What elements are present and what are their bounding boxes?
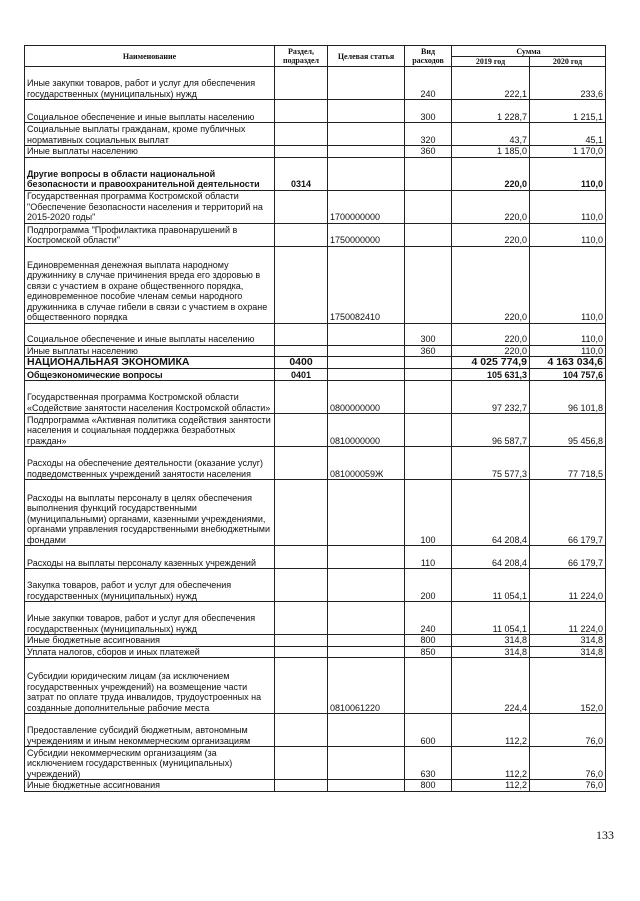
row-name: Государственная программа Костромской области «Содействие занятости населения Костромской области» [25,381,275,414]
table-row [25,123,606,146]
table-row [25,100,606,123]
row-target [328,369,405,381]
row-section: 0401 [275,369,328,381]
row-target: 1750082410 [328,246,405,323]
row-target [328,546,405,569]
row-value-2019: 314,8 [452,646,530,658]
table-header [25,46,606,67]
row-value-2020: 76,0 [530,747,606,780]
row-section [275,747,328,780]
row-target: 0810000000 [328,414,405,447]
row-target [328,357,405,369]
table-row [25,714,606,747]
row-value-2020: 104 757,6 [530,369,606,381]
row-target [328,646,405,658]
row-target: 081000059Ж [328,447,405,480]
row-expense: 100 [405,480,452,546]
row-name: Государственная программа Костромской области "Обеспечение безопасности населения и территорий на 2015-2020 годы" [25,190,275,223]
row-name: НАЦИОНАЛЬНАЯ ЭКОНОМИКА [25,357,275,369]
header-expense: Вид расходов [405,46,452,67]
row-value-2020: 1 170,0 [530,146,606,158]
header-name: Наименование [25,46,275,67]
row-name: Расходы на выплаты персоналу казенных учреждений [25,546,275,569]
table-row [25,323,606,345]
table-row [25,480,606,546]
table-row [25,67,606,100]
row-value-2019: 224,4 [452,658,530,714]
row-target [328,780,405,792]
row-value-2019: 96 587,7 [452,414,530,447]
header-target: Целевая статья [328,46,405,67]
row-expense: 240 [405,67,452,100]
row-expense: 800 [405,635,452,647]
row-section [275,646,328,658]
row-section [275,546,328,569]
row-value-2020: 110,0 [530,246,606,323]
row-expense: 240 [405,602,452,635]
row-section: 0400 [275,357,328,369]
row-section [275,190,328,223]
header-2019: 2019 год [452,57,530,67]
row-value-2019: 220,0 [452,323,530,345]
row-value-2019: 1 185,0 [452,146,530,158]
table-row [25,223,606,246]
row-expense [405,381,452,414]
row-expense [405,246,452,323]
row-target: 1700000000 [328,190,405,223]
row-value-2020: 110,0 [530,323,606,345]
table-row [25,369,606,381]
row-value-2020: 110,0 [530,345,606,357]
row-name: Подпрограмма "Профилактика правонарушений в Костромской области" [25,223,275,246]
row-expense: 360 [405,345,452,357]
row-value-2020: 314,8 [530,646,606,658]
row-value-2020: 77 718,5 [530,447,606,480]
row-target [328,123,405,146]
row-value-2020: 45,1 [530,123,606,146]
row-section [275,146,328,158]
row-expense: 110 [405,546,452,569]
row-section [275,345,328,357]
row-target [328,100,405,123]
row-name: Подпрограмма «Активная политика содействия занятости населения и социальная поддержка безработных граждан» [25,414,275,447]
row-target [328,569,405,602]
row-expense: 300 [405,100,452,123]
row-expense: 600 [405,714,452,747]
row-value-2019: 11 054,1 [452,602,530,635]
row-value-2019: 11 054,1 [452,569,530,602]
row-section [275,381,328,414]
row-name: Иные бюджетные ассигнования [25,635,275,647]
row-expense: 300 [405,323,452,345]
row-name: Иные выплаты населению [25,345,275,357]
row-section [275,323,328,345]
row-value-2019: 1 228,7 [452,100,530,123]
row-expense: 360 [405,146,452,158]
table-row [25,345,606,357]
row-value-2020: 233,6 [530,67,606,100]
row-expense [405,157,452,190]
row-section [275,246,328,323]
row-section [275,123,328,146]
table-row [25,780,606,792]
row-expense: 850 [405,646,452,658]
row-name: Субсидии юридическим лицам (за исключением государственных учреждений) на возмещение части затрат по оплате труда инвалидов, трудоустроенных на созданные дополнительные рабочие места [25,658,275,714]
page-number: 133 [596,828,614,842]
row-name: Социальное обеспечение и иные выплаты населению [25,100,275,123]
row-value-2020: 1 215,1 [530,100,606,123]
row-expense [405,223,452,246]
table-row [25,146,606,158]
row-target [328,635,405,647]
table-row [25,414,606,447]
row-value-2019: 97 232,7 [452,381,530,414]
table-row [25,658,606,714]
row-name: Другие вопросы в области национальной безопасности и правоохранительной деятельности [25,157,275,190]
row-name: Расходы на обеспечение деятельности (оказание услуг) подведомственных учреждений занятости населения [25,447,275,480]
row-value-2020: 95 456,8 [530,414,606,447]
row-section [275,100,328,123]
row-value-2019: 112,2 [452,780,530,792]
table-row [25,246,606,323]
row-expense [405,658,452,714]
row-value-2020: 96 101,8 [530,381,606,414]
row-value-2020: 76,0 [530,714,606,747]
row-section: 0314 [275,157,328,190]
table-row [25,190,606,223]
row-value-2019: 112,2 [452,747,530,780]
row-value-2020: 66 179,7 [530,480,606,546]
header-section: Раздел, подраздел [275,46,328,67]
row-value-2020: 11 224,0 [530,602,606,635]
table-row [25,157,606,190]
table-row [25,357,606,369]
table-row [25,546,606,569]
table-body [25,67,606,792]
table-row [25,635,606,647]
row-expense [405,447,452,480]
row-value-2020: 110,0 [530,223,606,246]
row-target [328,714,405,747]
row-section [275,67,328,100]
row-name: Социальные выплаты гражданам, кроме публичных нормативных социальных выплат [25,123,275,146]
row-expense: 200 [405,569,452,602]
table-row [25,381,606,414]
budget-table [24,45,606,792]
row-target: 1750000000 [328,223,405,246]
row-section [275,569,328,602]
row-name: Социальное обеспечение и иные выплаты населению [25,323,275,345]
row-value-2020: 314,8 [530,635,606,647]
row-section [275,223,328,246]
row-value-2019: 75 577,3 [452,447,530,480]
row-target [328,345,405,357]
row-value-2019: 4 025 774,9 [452,357,530,369]
row-section [275,414,328,447]
row-name: Расходы на выплаты персоналу в целях обеспечения выполнения функций государственными (муниципальными) органами, казенными учреждениями, органами управления государственными внебюджетными фондами [25,480,275,546]
row-name: Иные выплаты населению [25,146,275,158]
row-name: Иные бюджетные ассигнования [25,780,275,792]
row-value-2019: 220,0 [452,246,530,323]
row-target [328,157,405,190]
row-value-2019: 43,7 [452,123,530,146]
row-expense [405,357,452,369]
row-name: Общеэкономические вопросы [25,369,275,381]
row-value-2019: 220,0 [452,223,530,246]
row-value-2019: 220,0 [452,157,530,190]
row-target [328,67,405,100]
row-expense: 320 [405,123,452,146]
table-row [25,602,606,635]
row-value-2019: 222,1 [452,67,530,100]
row-value-2020: 110,0 [530,157,606,190]
row-target [328,602,405,635]
table-row [25,569,606,602]
row-value-2020: 152,0 [530,658,606,714]
row-section [275,658,328,714]
row-value-2020: 76,0 [530,780,606,792]
row-section [275,447,328,480]
row-name: Закупка товаров, работ и услуг для обеспечения государственных (муниципальных) нужд [25,569,275,602]
row-expense: 630 [405,747,452,780]
row-section [275,780,328,792]
row-value-2019: 105 631,3 [452,369,530,381]
row-value-2020: 11 224,0 [530,569,606,602]
table-row [25,747,606,780]
row-value-2020: 110,0 [530,190,606,223]
row-value-2019: 64 208,4 [452,546,530,569]
row-expense: 800 [405,780,452,792]
row-value-2020: 4 163 034,6 [530,357,606,369]
row-expense [405,414,452,447]
row-target [328,323,405,345]
row-value-2019: 314,8 [452,635,530,647]
row-value-2019: 220,0 [452,345,530,357]
header-sum: Сумма [452,46,606,57]
row-section [275,480,328,546]
row-name: Субсидии некоммерческим организациям (за исключением государственных (муниципальных) учреждений) [25,747,275,780]
row-section [275,714,328,747]
row-name: Единовременная денежная выплата народному дружиннику в случае причинения вреда его здоровью в связи с участием в охране общественного порядка, единовременное пособие членам семьи народного дружинника в случае гибели в связи с участием в охране общественного порядка [25,246,275,323]
row-expense [405,190,452,223]
table-row [25,646,606,658]
row-section [275,602,328,635]
row-value-2019: 64 208,4 [452,480,530,546]
row-value-2020: 66 179,7 [530,546,606,569]
row-target [328,146,405,158]
row-section [275,635,328,647]
row-value-2019: 220,0 [452,190,530,223]
row-target [328,480,405,546]
row-value-2019: 112,2 [452,714,530,747]
table-row [25,447,606,480]
header-2020: 2020 год [530,57,606,67]
row-name: Предоставление субсидий бюджетным, автономным учреждениям и иным некоммерческим организациям [25,714,275,747]
row-name: Уплата налогов, сборов и иных платежей [25,646,275,658]
row-expense [405,369,452,381]
row-target: 0800000000 [328,381,405,414]
row-target [328,747,405,780]
row-name: Иные закупки товаров, работ и услуг для обеспечения государственных (муниципальных) нужд [25,67,275,100]
row-target: 0810061220 [328,658,405,714]
row-name: Иные закупки товаров, работ и услуг для обеспечения государственных (муниципальных) нужд [25,602,275,635]
